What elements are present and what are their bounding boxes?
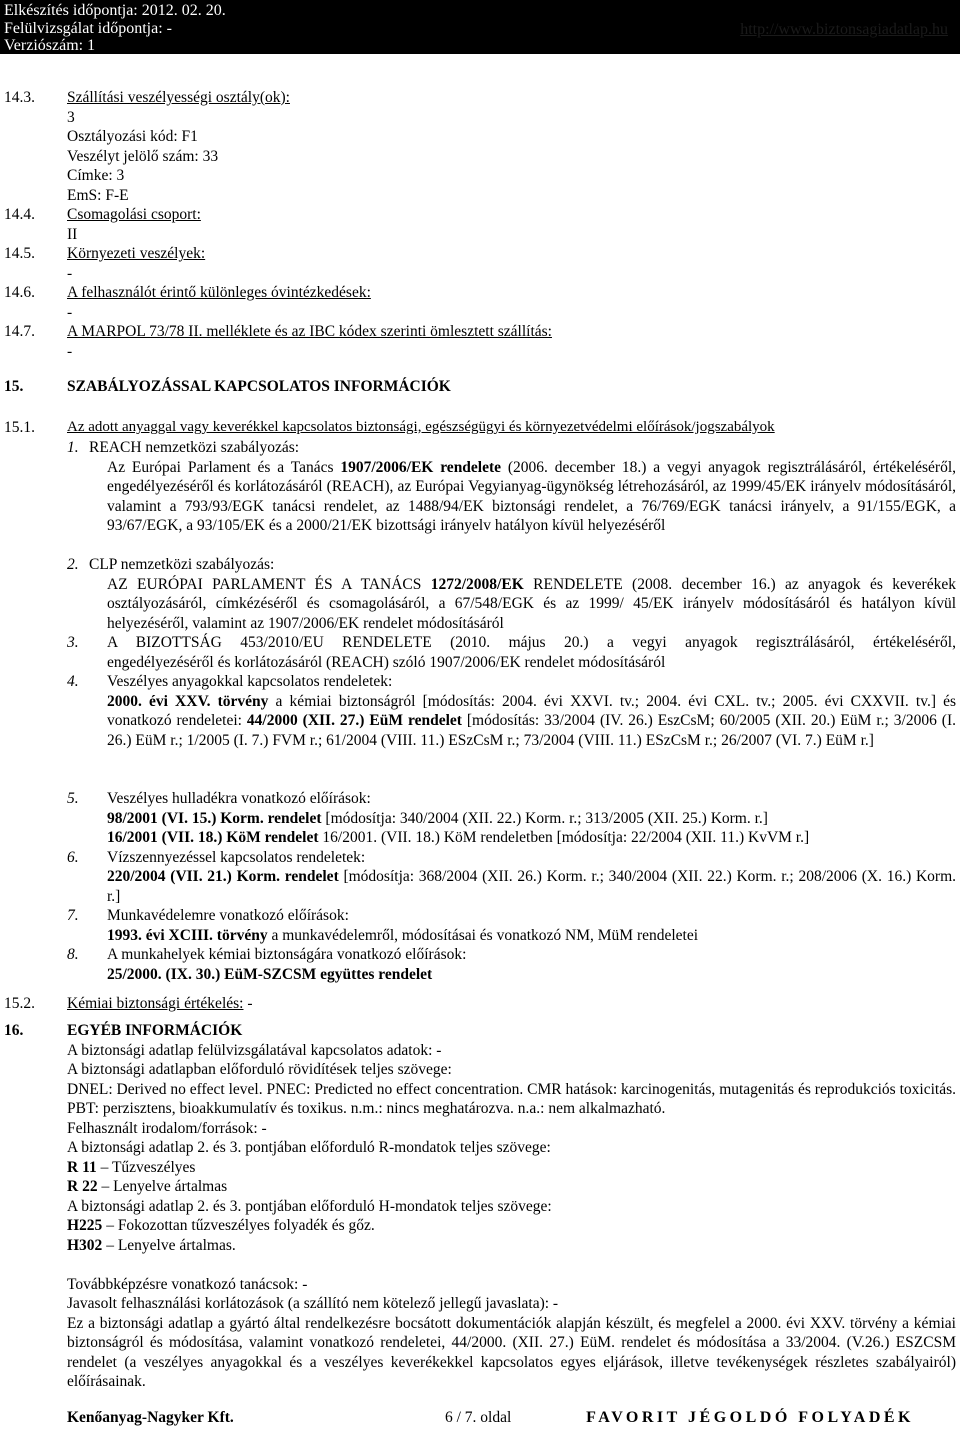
item-number: 7.: [67, 907, 79, 924]
review-date: Felülvizsgálat időpontja: -: [4, 19, 172, 37]
item-number: 4.: [67, 673, 79, 690]
classification-code: Osztályozási kód: F1: [67, 128, 198, 145]
section-number: 14.5.: [4, 245, 35, 262]
section-number: 14.7.: [4, 323, 35, 340]
item-text: engedélyezéséről és korlátozásáról (REACH) szóló 1907/2006/EK rendelet módosításáról: [107, 653, 666, 671]
page-footer: [0, 1408, 960, 1428]
version-number: Verziószám: 1: [4, 37, 96, 54]
section-number: 15.2.: [4, 995, 35, 1012]
item-number: 6.: [67, 848, 79, 866]
r-phrase: R 22 – Lenyelve ártalmas: [67, 1178, 228, 1195]
item-title: Veszélyes hulladékra vonatkozó előírások:: [107, 790, 371, 807]
section-number: 14.6.: [4, 284, 35, 301]
section-number: 14.4.: [4, 206, 35, 223]
info-line: A biztonsági adatlap 2. és 3. pontjában előforduló R-mondatok teljes szövege:: [67, 1139, 551, 1156]
item-text: 98/2001 (VI. 15.) Korm. rendelet [módosítja: 340/2004 (XII. 22.) Korm. r.; 313/2005 (XII. 25.) Korm. r.]: [107, 809, 768, 827]
section-title: EGYÉB INFORMÁCIÓK: [67, 1022, 243, 1039]
item-title: Munkavédelemre vonatkozó előírások:: [107, 907, 349, 924]
compliance-statement: Ez a biztonsági adatlap a gyártó által rendelkezésre bocsátott dokumentációk alapján készült, és megfelel a 2000. évi XXV. törvény a kémiai biztonságról és módosítása, valamint vonatkozó rendeletei, 44/2000. (XII. 27.) EüM. rendelet és módosítása a 33/2004. (V.26.) ESZCSM rendelet (a veszélyes anyagokkal és a veszélyes keverékekkel kapcsolatos egyes eljárások, illetve tevékenységek részletes szabályairól) előírásainak.: [67, 1314, 956, 1390]
info-line: Felhasznált irodalom/források: -: [67, 1119, 267, 1137]
item-title: CLP nemzetközi szabályozás:: [89, 556, 275, 573]
section-value: II: [67, 225, 78, 243]
section-title: Kémiai biztonsági értékelés:: [67, 995, 244, 1012]
info-line: A biztonsági adatlapban előforduló rövidítések teljes szövege:: [67, 1061, 452, 1078]
item-title: Veszélyes anyagokkal kapcsolatos rendeletek:: [107, 673, 393, 690]
item-number: 8.: [67, 946, 79, 963]
item-number: 5.: [67, 790, 79, 807]
creation-date: Elkészítés időpontja: 2012. 02. 20.: [4, 2, 226, 19]
item-text: A BIZOTTSÁG 453/2010/EU RENDELETE (2010. május 20.) a vegyi anyagok regisztrálásáról, értékeléséről,: [107, 634, 956, 651]
header-url-link[interactable]: http://www.biztonsagiadatlap.hu: [740, 21, 948, 38]
item-title: Vízszennyezéssel kapcsolatos rendeletek:: [107, 848, 366, 866]
header-meta: [4, 2, 226, 55]
section-number: 16.: [4, 1022, 24, 1039]
h-phrase: H225 – Fokozottan tűzveszélyes folyadék és gőz.: [67, 1217, 375, 1234]
item-text: 16/2001 (VII. 18.) KöM rendelet 16/2001. (VII. 18.) KöM rendeletben [módosítja: 22/2004 (XII. 11.) KvVM r.]: [107, 829, 810, 846]
page-header: [0, 0, 960, 54]
item-number: 3.: [67, 634, 79, 651]
r-phrase: R 11 – Tűzveszélyes: [67, 1158, 196, 1176]
product-name: FAVORIT JÉGOLDÓ FOLYADÉK: [586, 1409, 914, 1426]
transport-class: 3: [67, 108, 75, 126]
item-text: Az Európai Parlament és a Tanács 1907/2006/EK rendelete (2006. december 18.) a vegyi anyagok regisztrálásáról, értékeléséről, engedélyezéséről és korlátozásáról (REACH), az Európai Vegyianyag-ügynökség létrehozásáról, az 1999/45/EK irányelv módosításáról, valamint a 793/93/EGK tanácsi rendelet, az 1488/94/EK biztonsági rendelet, a 76/769/EGK tanácsi irányelv, a 91/155/EGK, a 93/67/EGK, a 93/105/EK és a 2000/21/EK bizottsági irányelv hatályon kívül helyezéséről: [107, 458, 957, 534]
item-text: 2000. évi XXV. törvény a kémiai biztonságról [módosítás: 2004. évi XXVI. tv.; 2004. évi CXL. tv.; 2005. évi CXXVII. tv.] és vonatkozó rendeletei: 44/2000 (XII. 27.) EüM rendelet [módosítás: 33/2004 (IV. 26.) EszCsM; 60/2005 (XII. 20.) EüM r.; 3/2006 (I. 26.) EüM r.; 1/2005 (I. 7.) FVM r.; 61/2004 (VIII. 11.) ESzCsM r.; 73/2004 (VIII. 11.) ESzCsM r.; 26/2007 (VI. 7.) EüM r.]: [107, 692, 957, 749]
item-text: AZ EURÓPAI PARLAMENT ÉS A TANÁCS 1272/2008/EK RENDELETE (2008. december 16.) az anyagok és keverékek osztályozásáról, címkézéséről és csomagolásáról, a 67/548/EGK és az 1999/ 45/EK irányelv módosításáról és hatályon kívül helyezéséről, valamint az 1907/2006/EK rendelet módosításáról: [107, 575, 956, 632]
info-line: Javasolt felhasználási korlátozások (a szállító nem kötelező jellegű javaslata): -: [67, 1295, 559, 1312]
label: Címke: 3: [67, 167, 125, 184]
section-title: A felhasználót érintő különleges óvintézkedések:: [67, 284, 371, 301]
ems-code: EmS: F-E: [67, 186, 129, 204]
section-title: A MARPOL 73/78 II. melléklete és az IBC kódex szerinti ömlesztett szállítás:: [67, 323, 552, 340]
abbreviations-text: DNEL: Derived no effect level. PNEC: Predicted no effect concentration. CMR hatások: karcinogenitás, mutagenitás és reprodukciós toxicitás. PBT: perzisztens, bioakkumulatív és toxikus. n.m.: nincs meghatározva. n.a.: nem alkalmazható.: [67, 1080, 956, 1117]
section-number: 14.3.: [4, 89, 35, 106]
section-title: Csomagolási csoport:: [67, 206, 201, 223]
item-text: 25/2000. (IX. 30.) EüM-SZCSM együttes rendelet: [107, 965, 433, 983]
h-phrase: H302 – Lenyelve ártalmas.: [67, 1236, 236, 1254]
hazard-number: Veszélyt jelölő szám: 33: [67, 147, 219, 165]
section-title: Környezeti veszélyek:: [67, 245, 206, 262]
item-title: A munkahelyek kémiai biztonságára vonatkozó előírások:: [107, 946, 467, 963]
item-number: 1.: [67, 439, 79, 456]
item-text: 1993. évi XCIII. törvény a munkavédelemről, módosításai és vonatkozó NM, MüM rendeletei: [107, 926, 699, 944]
section-number: 15.: [4, 378, 24, 395]
page-number: 6 / 7. oldal: [445, 1409, 512, 1426]
section-title: Az adott anyaggal vagy keverékkel kapcsolatos biztonsági, egészségügyi és környezetvédelmi előírások/jogszabályok: [67, 419, 775, 435]
section-value: -: [243, 995, 253, 1012]
spacer: [67, 1255, 956, 1275]
section-title: Szállítási veszélyességi osztály(ok):: [67, 89, 290, 106]
section-value: -: [67, 264, 73, 282]
item-title: REACH nemzetközi szabályozás:: [89, 439, 300, 456]
info-line: Továbbképzésre vonatkozó tanácsok: -: [67, 1275, 308, 1293]
section-title: SZABÁLYOZÁSSAL KAPCSOLATOS INFORMÁCIÓK: [67, 378, 451, 395]
section-value: -: [67, 342, 73, 360]
company-name: Kenőanyag-Nagyker Kft.: [67, 1409, 234, 1426]
item-text: 220/2004 (VII. 21.) Korm. rendelet [módosítja: 368/2004 (XII. 26.) Korm. r.; 340/2004 (XII. 22.) Korm. r.; 208/2006 (X. 16.) Korm. r.]: [107, 868, 956, 905]
item-number: 2.: [67, 556, 79, 573]
section-number: 15.1.: [4, 419, 35, 436]
info-line: A biztonsági adatlap 2. és 3. pontjában előforduló H-mondatok teljes szövege:: [67, 1197, 552, 1215]
info-line: A biztonsági adatlap felülvizsgálatával kapcsolatos adatok: -: [67, 1041, 442, 1059]
section-value: -: [67, 303, 73, 321]
